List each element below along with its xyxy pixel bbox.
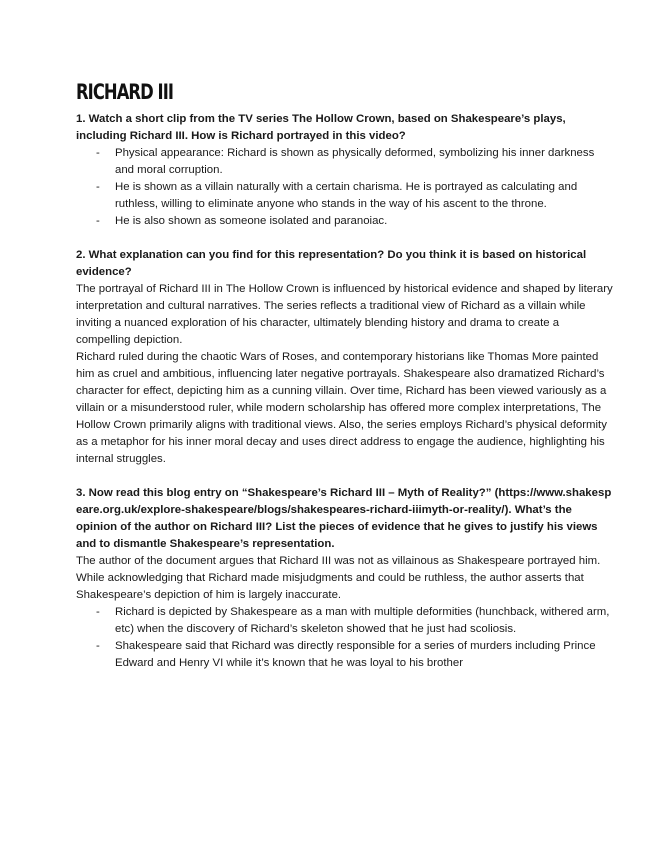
answer-2-paragraph-1: The portrayal of Richard III in The Hollow Crown is influenced by historical evidence and shaped by literary interpretation and cultural narratives. The series reflects a traditional view of Richard as a villain while inviting a nuanced exploration of his character, ultimately blending history and drama to create a compelling depiction. — [76, 283, 613, 346]
list-item: - He is also shown as someone isolated and paranoiac. — [76, 213, 615, 230]
dash-marker: - — [96, 640, 100, 652]
question-3: 3. Now read this blog entry on “Shakespeare’s Richard III – Myth of Reality?” (https://www.shakespeare.org.uk/explore-shakespeare/blogs/shakespeares-richard-iiimyth-or-reality/). What’s the opinion of the author on Richard III? List the pieces of evidence that he gives to justify his views and to dismantle Shakespeare’s representation. — [76, 487, 612, 550]
dash-marker: - — [96, 215, 100, 227]
question-3-bullet-list — [76, 604, 615, 672]
list-item: - Physical appearance: Richard is shown as physically deformed, symbolizing his inner darkness and moral corruption. — [96, 147, 595, 176]
document-title: RICHARD III — [76, 80, 174, 104]
blog-url: (https://www.shakespeare.org.uk/explore-shakespeare/blogs/shakespeares-richard-iiimyth-or-reality/). — [76, 487, 612, 516]
question-1: 1. Watch a short clip from the TV series The Hollow Crown, based on Shakespeare’s plays, including Richard III. How is Richard portrayed in this video? — [76, 113, 566, 142]
question-2: 2. What explanation can you find for this representation? Do you think it is based on historical evidence? — [76, 249, 587, 278]
list-item: - Shakespeare said that Richard was directly responsible for a series of murders including Prince Edward and Henry VI while it’s known that he was loyal to his brother — [96, 640, 596, 669]
dash-marker: - — [96, 181, 100, 193]
list-item: - He is shown as a villain naturally with a certain charisma. He is portrayed as calculating and ruthless, willing to eliminate anyone who stands in the way of his ascent to the throne. — [96, 181, 578, 210]
list-item: - Richard is depicted by Shakespeare as a man with multiple deformities (hunchback, withered arm, etc) when the discovery of Richard’s skeleton showed that he just had scoliosis. — [96, 606, 610, 635]
question-1-bullet-list — [76, 145, 615, 230]
dash-marker: - — [96, 606, 100, 618]
dash-marker: - — [96, 147, 100, 159]
answer-3-paragraph-1: The author of the document argues that Richard III was not as villainous as Shakespeare portrayed him. While acknowledging that Richard made misjudgments and could be ruthless, the author asserts that Shakespeare’s depiction of him is largely inaccurate. — [76, 555, 601, 601]
answer-2-paragraph-2: Richard ruled during the chaotic Wars of Roses, and contemporary historians like Thomas More painted him as cruel and ambitious, influencing later negative portrayals. Shakespeare also dramatized Richard’s character for effect, depicting him as a cunning villain. Over time, Richard has been viewed variously as a villain or a misunderstood ruler, while modern scholarship has offered more complex interpretations, The Hollow Crown primarily aligns with traditional views. Also, the series employs Richard’s physical deformity as a metaphor for his inner moral decay and uses direct address to engage the audience, highlighting his internal struggles. — [76, 351, 607, 465]
